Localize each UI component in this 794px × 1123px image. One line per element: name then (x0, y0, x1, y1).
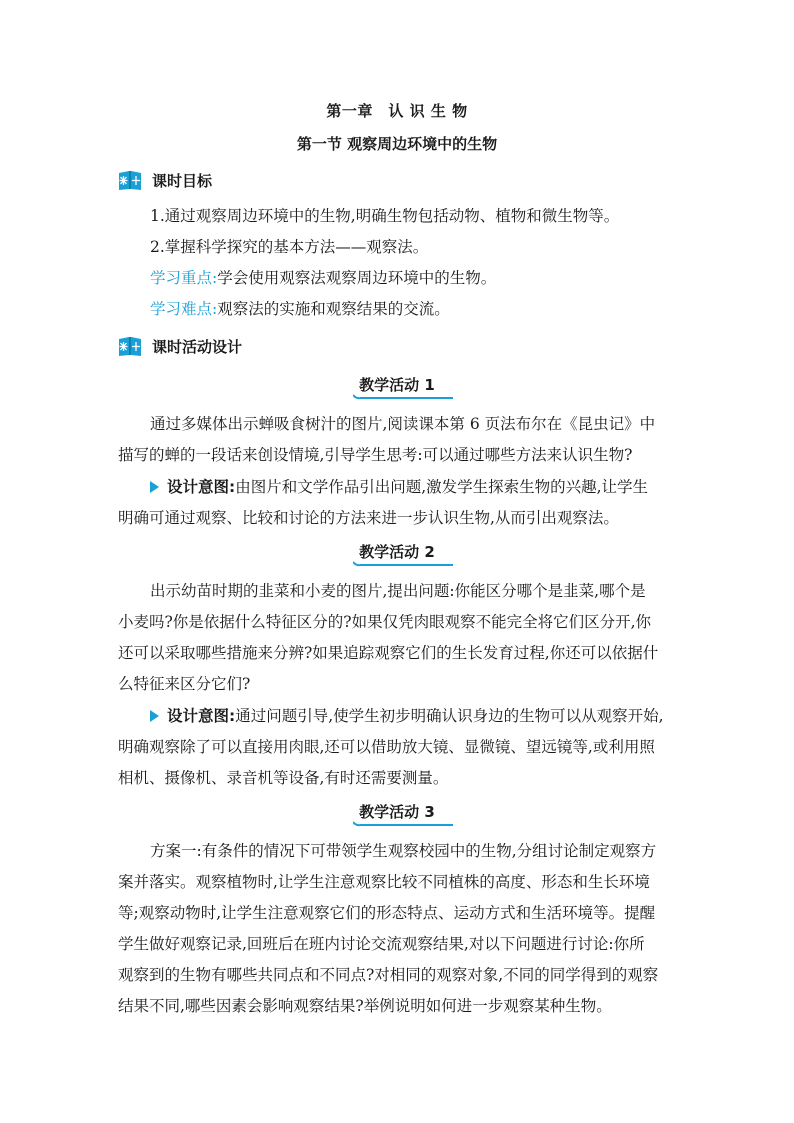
activity-2-title (118, 541, 676, 568)
activity-3-paragraph-line-4: 学生做好观察记录,回班后在班内讨论交流观察结果,对以下问题进行讨论:你所 (118, 935, 645, 953)
objectives-heading (118, 168, 212, 192)
open-book-icon (118, 169, 142, 191)
activity-2-paragraph-line-4: 么特征来区分它们? (118, 675, 251, 693)
activity-2-intent-label: 设计意图: (167, 707, 236, 725)
objective-goal-1: 1.通过观察周边环境中的生物,明确生物包括动物、植物和微生物等。 (150, 207, 620, 225)
activity-1-intent-line-2: 明确可通过观察、比较和讨论的方法来进一步认识生物,从而引出观察法。 (118, 509, 619, 527)
activity-3-paragraph-line-5: 观察到的生物有哪些共同点和不同点?对相同的观察对象,不同的同学得到的观察 (118, 966, 659, 984)
objective-goal-2: 2.掌握科学探究的基本方法——观察法。 (150, 238, 429, 256)
difficulty-text: 观察法的实施和观察结果的交流。 (217, 300, 450, 318)
activity-2-intent-line-3: 相机、摄像机、录音机等设备,有时还需要测量。 (118, 769, 449, 787)
activity-1-title (118, 374, 676, 401)
chapter-title: 第一章 认 识 生 物 (326, 102, 468, 120)
activity-1-paragraph-line-2: 描写的蝉的一段话来创设情境,引导学生思考:可以通过哪些方法来认识生物? (118, 446, 633, 464)
activity-2-intent-line-1 (150, 706, 676, 726)
play-arrow-icon (150, 710, 159, 722)
activity-2-intent-line-2: 明确观察除了可以直接用肉眼,还可以借助放大镜、显微镜、望远镜等,或利用照 (118, 738, 655, 756)
activity-2-underline (353, 561, 453, 568)
key-point-text: 学会使用观察法观察周边环境中的生物。 (217, 269, 497, 287)
activity-1-intent-label: 设计意图: (167, 478, 236, 496)
activity-3-title-text: 教学活动 3 (359, 803, 435, 821)
activity-1-title-text: 教学活动 1 (359, 376, 435, 394)
activity-3-paragraph-line-1: 方案一:有条件的情况下可带领学生观察校园中的生物,分组讨论制定观察方 (150, 842, 657, 860)
activity-2-title-text: 教学活动 2 (359, 543, 435, 561)
activity-3-paragraph-line-2: 案并落实。观察植物时,让学生注意观察比较不同植株的高度、形态和生长环境 (118, 873, 650, 891)
activity-2-paragraph-line-2: 小麦吗?你是依据什么特征区分的?如果仅凭肉眼观察不能完全将它们区分开,你 (118, 613, 652, 631)
open-book-icon (118, 335, 142, 357)
activity-2-paragraph-line-1: 出示幼苗时期的韭菜和小麦的图片,提出问题:你能区分哪个是韭菜,哪个是 (150, 582, 646, 600)
activity-3-underline (353, 821, 453, 828)
play-arrow-icon (150, 481, 159, 493)
activity-2-paragraph-line-3: 还可以采取哪些措施来分辨?如果追踪观察它们的生长发育过程,你还可以依据什 (118, 644, 659, 662)
activity-3-paragraph-line-6: 结果不同,哪些因素会影响观察结果?举例说明如何进一步观察某种生物。 (118, 997, 612, 1015)
activity-3-title (118, 801, 676, 828)
section-title: 第一节 观察周边环境中的生物 (296, 135, 498, 153)
design-heading (118, 334, 242, 358)
objectives-heading-text: 课时目标 (152, 171, 213, 190)
key-point-label: 学习重点: (150, 269, 218, 287)
activity-1-intent-text-1: 由图片和文学作品引出问题,激发学生探索生物的兴趣,让学生 (235, 478, 649, 496)
activity-3-paragraph-line-3: 等;观察动物时,让学生注意观察它们的形态特点、运动方式和生活环境等。提醒 (118, 904, 656, 922)
design-heading-text: 课时活动设计 (152, 337, 243, 356)
activity-2-intent-text-1: 通过问题引导,使学生初步明确认识身边的生物可以从观察开始, (235, 707, 664, 725)
activity-1-intent-line-1 (150, 477, 676, 497)
activity-1-paragraph-line-1: 通过多媒体出示蝉吸食树汁的图片,阅读课本第 6 页法布尔在《昆虫记》中 (150, 415, 656, 433)
activity-1-underline (353, 394, 453, 401)
difficulty-label: 学习难点: (150, 300, 218, 318)
key-point-line (150, 268, 676, 288)
difficulty-line (150, 299, 676, 319)
